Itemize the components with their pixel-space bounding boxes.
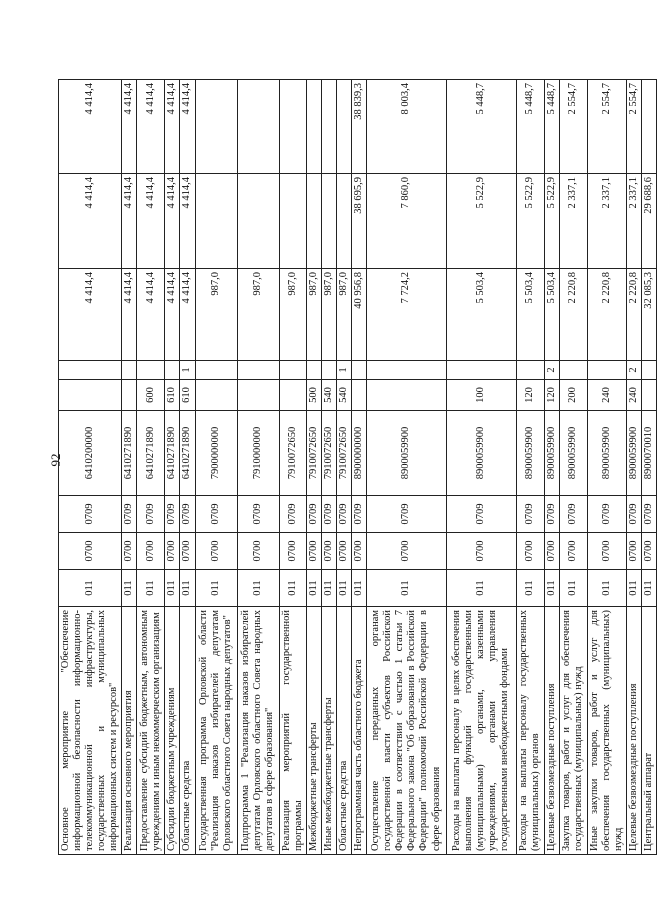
amount-year-3: 5 448,7 [516, 80, 544, 174]
target-article: 6410271890 [122, 411, 137, 496]
funding-note [446, 361, 516, 380]
admin-code: 011 [180, 570, 195, 607]
table-row [279, 80, 306, 855]
table-row [446, 80, 516, 855]
expense-type [59, 380, 122, 411]
admin-code: 011 [59, 570, 122, 607]
table-row [306, 80, 321, 855]
subsection-code: 0709 [642, 496, 657, 533]
target-article: 8900059900 [446, 411, 516, 496]
target-article: 6410271890 [180, 411, 195, 496]
amount-year-2: 4 414,4 [122, 174, 137, 269]
expense-type: 240 [627, 380, 642, 411]
amount-year-3 [306, 80, 321, 174]
row-name: Непрограммная часть областного бюджета [351, 607, 366, 855]
admin-code: 011 [321, 570, 336, 607]
admin-code: 011 [137, 570, 165, 607]
subsection-code: 0709 [587, 496, 626, 533]
expense-type: 540 [336, 380, 351, 411]
amount-year-3 [195, 80, 237, 174]
subsection-code: 0709 [336, 496, 351, 533]
row-name: Расходы на выплаты персоналу государственных (муниципальных) органов [516, 607, 544, 855]
amount-year-1: 4 414,4 [59, 269, 122, 361]
admin-code: 011 [336, 570, 351, 607]
amount-year-3: 2 554,7 [559, 80, 587, 174]
funding-note [137, 361, 165, 380]
funding-note: 2 [544, 361, 559, 380]
target-article: 8900059900 [516, 411, 544, 496]
amount-year-1: 40 956,8 [351, 269, 366, 361]
section-code: 0700 [306, 533, 321, 570]
section-code: 0700 [559, 533, 587, 570]
subsection-code: 0709 [446, 496, 516, 533]
section-code: 0700 [446, 533, 516, 570]
subsection-code: 0709 [306, 496, 321, 533]
amount-year-2 [306, 174, 321, 269]
expense-type: 240 [587, 380, 626, 411]
admin-code: 011 [306, 570, 321, 607]
row-name: Иные межбюджетные трансферты [321, 607, 336, 855]
amount-year-2: 2 337,1 [559, 174, 587, 269]
funding-note [122, 361, 137, 380]
amount-year-2: 5 522,9 [446, 174, 516, 269]
table-row [544, 80, 559, 855]
row-name: Субсидии бюджетным учреждениям [165, 607, 180, 855]
amount-year-2: 4 414,4 [137, 174, 165, 269]
row-name: Целевые безвозмездные поступления [627, 607, 642, 855]
amount-year-3: 4 414,4 [137, 80, 165, 174]
target-article: 6410271890 [137, 411, 165, 496]
admin-code: 011 [351, 570, 366, 607]
subsection-code: 0709 [279, 496, 306, 533]
section-code: 0700 [587, 533, 626, 570]
amount-year-2 [279, 174, 306, 269]
amount-year-1: 4 414,4 [137, 269, 165, 361]
amount-year-2: 38 695,9 [351, 174, 366, 269]
row-name: Расходы на выплаты персоналу в целях обеспечения выполнения функций государственными (муниципальными) органами, казенными учреждениями, органами управления государственными внебюджетными фондами [446, 607, 516, 855]
table-row [195, 80, 237, 855]
section-code: 0700 [351, 533, 366, 570]
admin-code: 011 [559, 570, 587, 607]
table-row [642, 80, 657, 855]
funding-note: 1 [336, 361, 351, 380]
expense-type [642, 380, 657, 411]
expense-type: 610 [180, 380, 195, 411]
target-article: 8900070010 [642, 411, 657, 496]
table-row [137, 80, 165, 855]
section-code: 0700 [237, 533, 279, 570]
table-row [321, 80, 336, 855]
section-code: 0700 [627, 533, 642, 570]
target-article: 7910072650 [321, 411, 336, 496]
amount-year-2: 2 337,1 [587, 174, 626, 269]
section-code: 0700 [137, 533, 165, 570]
admin-code: 011 [279, 570, 306, 607]
row-name: Основное мероприятие "Обеспечение информационной безопасности информационно-телекоммуникационной инфраструктуры, государственных и муниципальных информационных систем и ресурсов" [59, 607, 122, 855]
funding-note [237, 361, 279, 380]
amount-year-3: 4 414,4 [165, 80, 180, 174]
admin-code: 011 [587, 570, 626, 607]
funding-note [366, 361, 446, 380]
table-row [627, 80, 642, 855]
funding-note [59, 361, 122, 380]
amount-year-3 [321, 80, 336, 174]
expense-type [195, 380, 237, 411]
table-row [366, 80, 446, 855]
funding-note [321, 361, 336, 380]
subsection-code: 0709 [237, 496, 279, 533]
funding-note [587, 361, 626, 380]
table-row [165, 80, 180, 855]
expense-type [366, 380, 446, 411]
amount-year-1: 4 414,4 [122, 269, 137, 361]
expense-type [237, 380, 279, 411]
section-code: 0700 [321, 533, 336, 570]
expense-type: 540 [321, 380, 336, 411]
subsection-code: 0709 [544, 496, 559, 533]
admin-code: 011 [165, 570, 180, 607]
target-article: 8900059900 [587, 411, 626, 496]
section-code: 0700 [122, 533, 137, 570]
amount-year-1: 4 414,4 [165, 269, 180, 361]
page-number: 92 [48, 453, 63, 467]
section-code: 0700 [516, 533, 544, 570]
amount-year-3: 4 414,4 [59, 80, 122, 174]
amount-year-1: 5 503,4 [544, 269, 559, 361]
budget-table [58, 79, 657, 855]
funding-note [306, 361, 321, 380]
amount-year-2: 29 688,6 [642, 174, 657, 269]
funding-note [351, 361, 366, 380]
subsection-code: 0709 [559, 496, 587, 533]
target-article: 7910000000 [237, 411, 279, 496]
expense-type: 120 [544, 380, 559, 411]
amount-year-1: 2 220,8 [559, 269, 587, 361]
amount-year-1: 2 220,8 [627, 269, 642, 361]
amount-year-3: 5 448,7 [544, 80, 559, 174]
table-row [351, 80, 366, 855]
amount-year-3 [336, 80, 351, 174]
amount-year-1: 987,0 [306, 269, 321, 361]
section-code: 0700 [642, 533, 657, 570]
expense-type [122, 380, 137, 411]
amount-year-2: 5 522,9 [544, 174, 559, 269]
subsection-code: 0709 [180, 496, 195, 533]
amount-year-3: 4 414,4 [180, 80, 195, 174]
expense-type: 200 [559, 380, 587, 411]
rotated-page [58, 80, 655, 855]
amount-year-3: 4 414,4 [122, 80, 137, 174]
amount-year-2 [321, 174, 336, 269]
funding-note [642, 361, 657, 380]
row-name: Межбюджетные трансферты [306, 607, 321, 855]
amount-year-2: 4 414,4 [59, 174, 122, 269]
amount-year-2: 2 337,1 [627, 174, 642, 269]
subsection-code: 0709 [137, 496, 165, 533]
section-code: 0700 [195, 533, 237, 570]
admin-code: 011 [446, 570, 516, 607]
amount-year-1: 2 220,8 [587, 269, 626, 361]
section-code: 0700 [336, 533, 351, 570]
table-row [559, 80, 587, 855]
row-name: Подпрограмма 1 "Реализация наказов избирателей депутатам Орловского областного Совета народных депутатов в сфере образования" [237, 607, 279, 855]
subsection-code: 0709 [59, 496, 122, 533]
row-name: Областные средства [180, 607, 195, 855]
subsection-code: 0709 [195, 496, 237, 533]
amount-year-2 [237, 174, 279, 269]
funding-note [195, 361, 237, 380]
amount-year-2 [195, 174, 237, 269]
admin-code: 011 [544, 570, 559, 607]
subsection-code: 0709 [516, 496, 544, 533]
table-row [587, 80, 626, 855]
table-row [122, 80, 137, 855]
expense-type: 610 [165, 380, 180, 411]
admin-code: 011 [122, 570, 137, 607]
target-article: 6410200000 [59, 411, 122, 496]
amount-year-1: 987,0 [237, 269, 279, 361]
table-row [516, 80, 544, 855]
row-name: Иные закупки товаров, работ и услуг для обеспечения государственных (муниципальных) нужд [587, 607, 626, 855]
target-article: 7900000000 [195, 411, 237, 496]
amount-year-2: 5 522,9 [516, 174, 544, 269]
expense-type: 120 [516, 380, 544, 411]
section-code: 0700 [59, 533, 122, 570]
amount-year-1: 987,0 [279, 269, 306, 361]
target-article: 8900059900 [627, 411, 642, 496]
subsection-code: 0709 [122, 496, 137, 533]
expense-type: 100 [446, 380, 516, 411]
amount-year-1: 987,0 [321, 269, 336, 361]
amount-year-3: 5 448,7 [446, 80, 516, 174]
amount-year-2 [336, 174, 351, 269]
section-code: 0700 [279, 533, 306, 570]
amount-year-3 [642, 80, 657, 174]
subsection-code: 0709 [627, 496, 642, 533]
table-row [59, 80, 122, 855]
funding-note [516, 361, 544, 380]
section-code: 0700 [165, 533, 180, 570]
target-article: 7910072650 [306, 411, 321, 496]
amount-year-1: 987,0 [336, 269, 351, 361]
admin-code: 011 [516, 570, 544, 607]
expense-type [279, 380, 306, 411]
funding-note [559, 361, 587, 380]
amount-year-2: 4 414,4 [165, 174, 180, 269]
target-article: 7910072650 [279, 411, 306, 496]
amount-year-3: 2 554,7 [587, 80, 626, 174]
subsection-code: 0709 [366, 496, 446, 533]
row-name: Закупка товаров, работ и услуг для обеспечения государственных (муниципальных) нужд [559, 607, 587, 855]
admin-code: 011 [237, 570, 279, 607]
amount-year-1: 5 503,4 [446, 269, 516, 361]
admin-code: 011 [366, 570, 446, 607]
amount-year-1: 32 085,3 [642, 269, 657, 361]
amount-year-3: 38 839,3 [351, 80, 366, 174]
amount-year-1: 7 724,2 [366, 269, 446, 361]
target-article: 6410271890 [165, 411, 180, 496]
admin-code: 011 [627, 570, 642, 607]
row-name: Осуществление переданных органам государственной власти субъектов Российской Федерации в соответствии с частью 1 статьи 7 Федерального закона "Об образовании в Российской Федерации" полномочий Российской Федерации в сфере образования [366, 607, 446, 855]
amount-year-3: 8 003,4 [366, 80, 446, 174]
table-body [59, 80, 657, 855]
target-article: 7910072650 [336, 411, 351, 496]
funding-note [165, 361, 180, 380]
amount-year-3 [237, 80, 279, 174]
target-article: 8900059900 [559, 411, 587, 496]
admin-code: 011 [642, 570, 657, 607]
funding-note [279, 361, 306, 380]
amount-year-3: 2 554,7 [627, 80, 642, 174]
target-article: 8900059900 [366, 411, 446, 496]
amount-year-1: 987,0 [195, 269, 237, 361]
amount-year-1: 5 503,4 [516, 269, 544, 361]
row-name: Областные средства [336, 607, 351, 855]
section-code: 0700 [366, 533, 446, 570]
row-name: Целевые безвозмездные поступления [544, 607, 559, 855]
section-code: 0700 [544, 533, 559, 570]
row-name: Реализация мероприятий государственной программы [279, 607, 306, 855]
expense-type: 500 [306, 380, 321, 411]
row-name: Предоставление субсидий бюджетным, автономным учреждениям и иным некоммерческим организациям [137, 607, 165, 855]
table-row [237, 80, 279, 855]
funding-note: 1 [180, 361, 195, 380]
subsection-code: 0709 [351, 496, 366, 533]
row-name: Реализация основного мероприятия [122, 607, 137, 855]
target-article: 8900000000 [351, 411, 366, 496]
table-row [180, 80, 195, 855]
table-row [336, 80, 351, 855]
amount-year-2: 7 860,0 [366, 174, 446, 269]
expense-type [351, 380, 366, 411]
target-article: 8900059900 [544, 411, 559, 496]
funding-note: 2 [627, 361, 642, 380]
amount-year-2: 4 414,4 [180, 174, 195, 269]
amount-year-1: 4 414,4 [180, 269, 195, 361]
admin-code: 011 [195, 570, 237, 607]
row-name: Государственная программа Орловской области "Реализация наказов избирателей депутатам Орловского областного Совета народных депутатов" [195, 607, 237, 855]
section-code: 0700 [180, 533, 195, 570]
row-name: Центральный аппарат [642, 607, 657, 855]
subsection-code: 0709 [165, 496, 180, 533]
amount-year-3 [279, 80, 306, 174]
expense-type: 600 [137, 380, 165, 411]
subsection-code: 0709 [321, 496, 336, 533]
